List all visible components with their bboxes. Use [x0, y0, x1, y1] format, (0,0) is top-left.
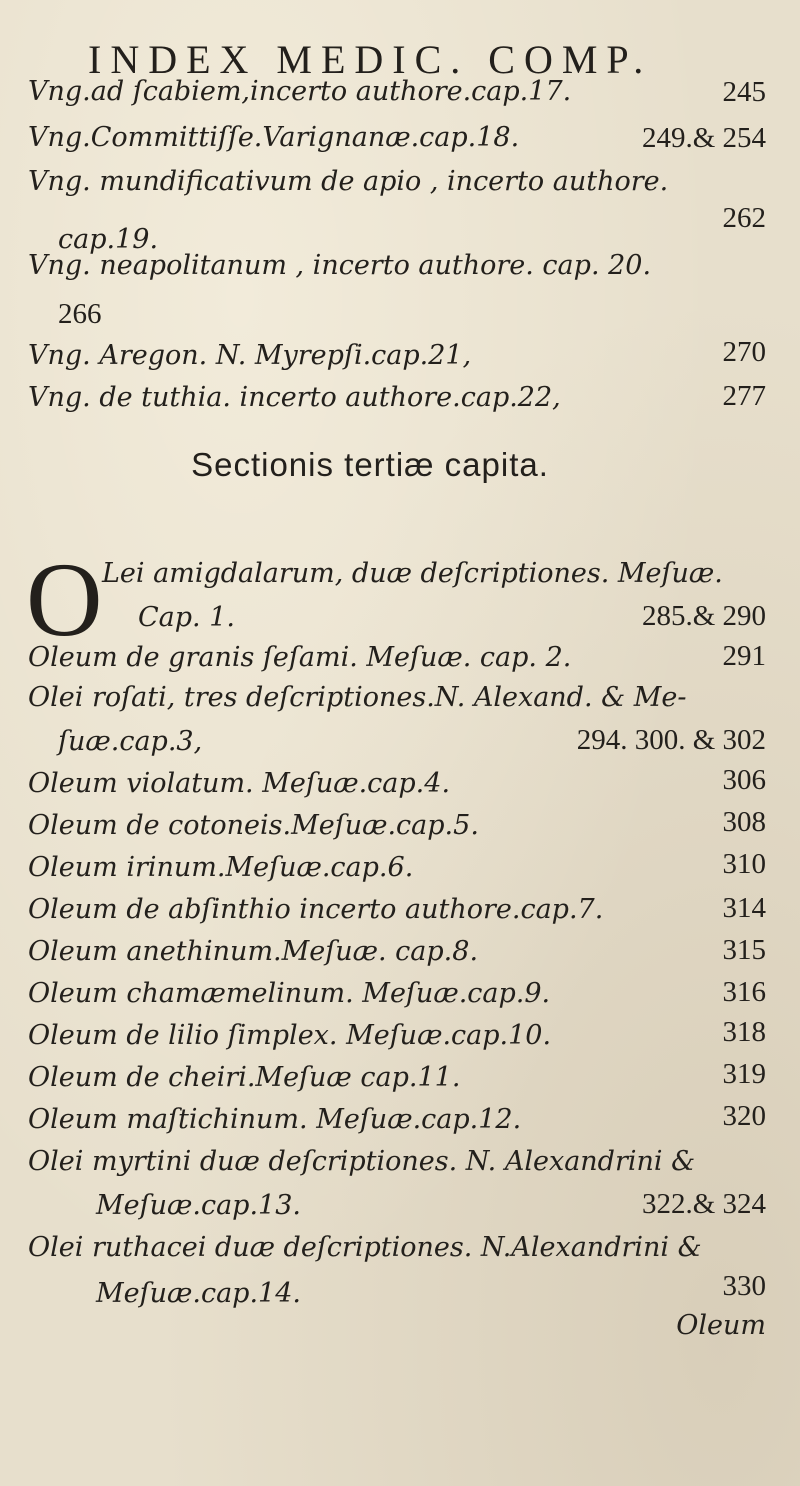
entry-pages: 306 — [722, 764, 766, 796]
entry-pages: 245 — [722, 76, 766, 108]
entry-pages: 316 — [722, 976, 766, 1008]
drop-capital: O — [26, 541, 103, 658]
entry-title: Olei myrtini duæ deſcriptiones. N. Alexandrini & — [28, 1146, 696, 1177]
index-entry — [28, 1102, 768, 1138]
index-entry — [28, 850, 768, 886]
index-entry — [28, 338, 768, 374]
entry-title: Oleum de cheiri.Meſuæ cap.11. — [28, 1062, 461, 1093]
entry-pages: 285.& 290 — [641, 600, 766, 632]
page-header: INDEX MEDIC. COMP. — [88, 37, 653, 82]
entry-continuation: ſuæ.cap.3, — [58, 726, 203, 757]
entry-pages: 308 — [722, 806, 766, 838]
entry-continuation: Meſuæ.cap.13. — [96, 1190, 301, 1221]
index-entry — [28, 976, 768, 1012]
index-entry — [28, 164, 768, 200]
index-entry — [28, 1144, 768, 1180]
entry-pages: 294. 300. & 302 — [576, 724, 766, 756]
index-entry — [28, 640, 768, 676]
entry-continuation: Cap. 1. — [138, 602, 235, 633]
entry-pages: 310 — [722, 848, 766, 880]
section-heading: Sectionis tertiæ capita. — [191, 446, 549, 483]
entry-pages: 266 — [58, 298, 102, 330]
entry-title: Olei roſati, tres deſcriptiones.N. Alexand. & Me- — [28, 682, 687, 713]
entry-title: Vng.Committiſſe.Varignanæ.cap.18. — [28, 122, 520, 153]
index-entry — [28, 680, 768, 716]
entry-pages: 322.& 324 — [641, 1188, 766, 1220]
entry-title: Vng. mundificativum de apio , incerto authore. — [28, 166, 669, 197]
entry-title: Oleum violatum. Meſuæ.cap.4. — [28, 768, 451, 799]
entry-title: Vng. Aregon. N. Myrepſi.cap.21, — [28, 340, 472, 371]
entry-continuation: cap.19. — [58, 224, 159, 255]
entry-pages: 249.& 254 — [641, 122, 766, 154]
entry-pages: 330 — [722, 1270, 766, 1302]
entry-title: Oleum anethinum.Meſuæ. cap.8. — [28, 936, 479, 967]
index-entry — [28, 1060, 768, 1096]
entry-pages: 291 — [722, 640, 766, 672]
entry-title: Lei amigdalarum, duæ deſcriptiones. Meſuæ. — [102, 558, 723, 589]
index-entry — [102, 556, 800, 592]
index-entry — [28, 892, 768, 928]
index-entry — [28, 74, 768, 110]
entry-title: Vng. neapolitanum , incerto authore. cap. 20. — [28, 250, 652, 281]
entry-title: Olei ruthacei duæ deſcriptiones. N.Alexandrini & — [28, 1232, 702, 1263]
entry-pages: 319 — [722, 1058, 766, 1090]
index-entry — [28, 766, 768, 802]
index-entry — [28, 380, 768, 416]
index-entry — [28, 1018, 768, 1054]
entry-title: Oleum maſtichinum. Meſuæ.cap.12. — [28, 1104, 522, 1135]
entry-title: Oleum irinum.Meſuæ.cap.6. — [28, 852, 414, 883]
index-entry — [28, 934, 768, 970]
entry-continuation: Meſuæ.cap.14. — [96, 1278, 301, 1309]
catchword: Oleum — [676, 1310, 766, 1341]
entry-title: Vng. de tuthia. incerto authore.cap.22, — [28, 382, 561, 413]
entry-title: Oleum de granis ſeſami. Meſuæ. cap. 2. — [28, 642, 572, 673]
entry-title: Oleum de lilio ſimplex. Meſuæ.cap.10. — [28, 1020, 552, 1051]
index-entry — [28, 248, 768, 284]
entry-pages: 277 — [722, 380, 766, 412]
entry-title: Vng.ad ſcabiem,incerto authore.cap.17. — [28, 76, 572, 107]
entry-pages: 314 — [722, 892, 766, 924]
index-entry — [28, 808, 768, 844]
entry-title: Oleum de cotoneis.Meſuæ.cap.5. — [28, 810, 479, 841]
entry-pages: 262 — [722, 202, 766, 234]
entry-pages: 270 — [722, 336, 766, 368]
entry-pages: 320 — [722, 1100, 766, 1132]
entry-title: Oleum de abſinthio incerto authore.cap.7. — [28, 894, 604, 925]
entry-title: Oleum chamæmelinum. Meſuæ.cap.9. — [28, 978, 551, 1009]
entry-pages: 318 — [722, 1016, 766, 1048]
entry-pages: 315 — [722, 934, 766, 966]
index-entry — [28, 1230, 768, 1266]
